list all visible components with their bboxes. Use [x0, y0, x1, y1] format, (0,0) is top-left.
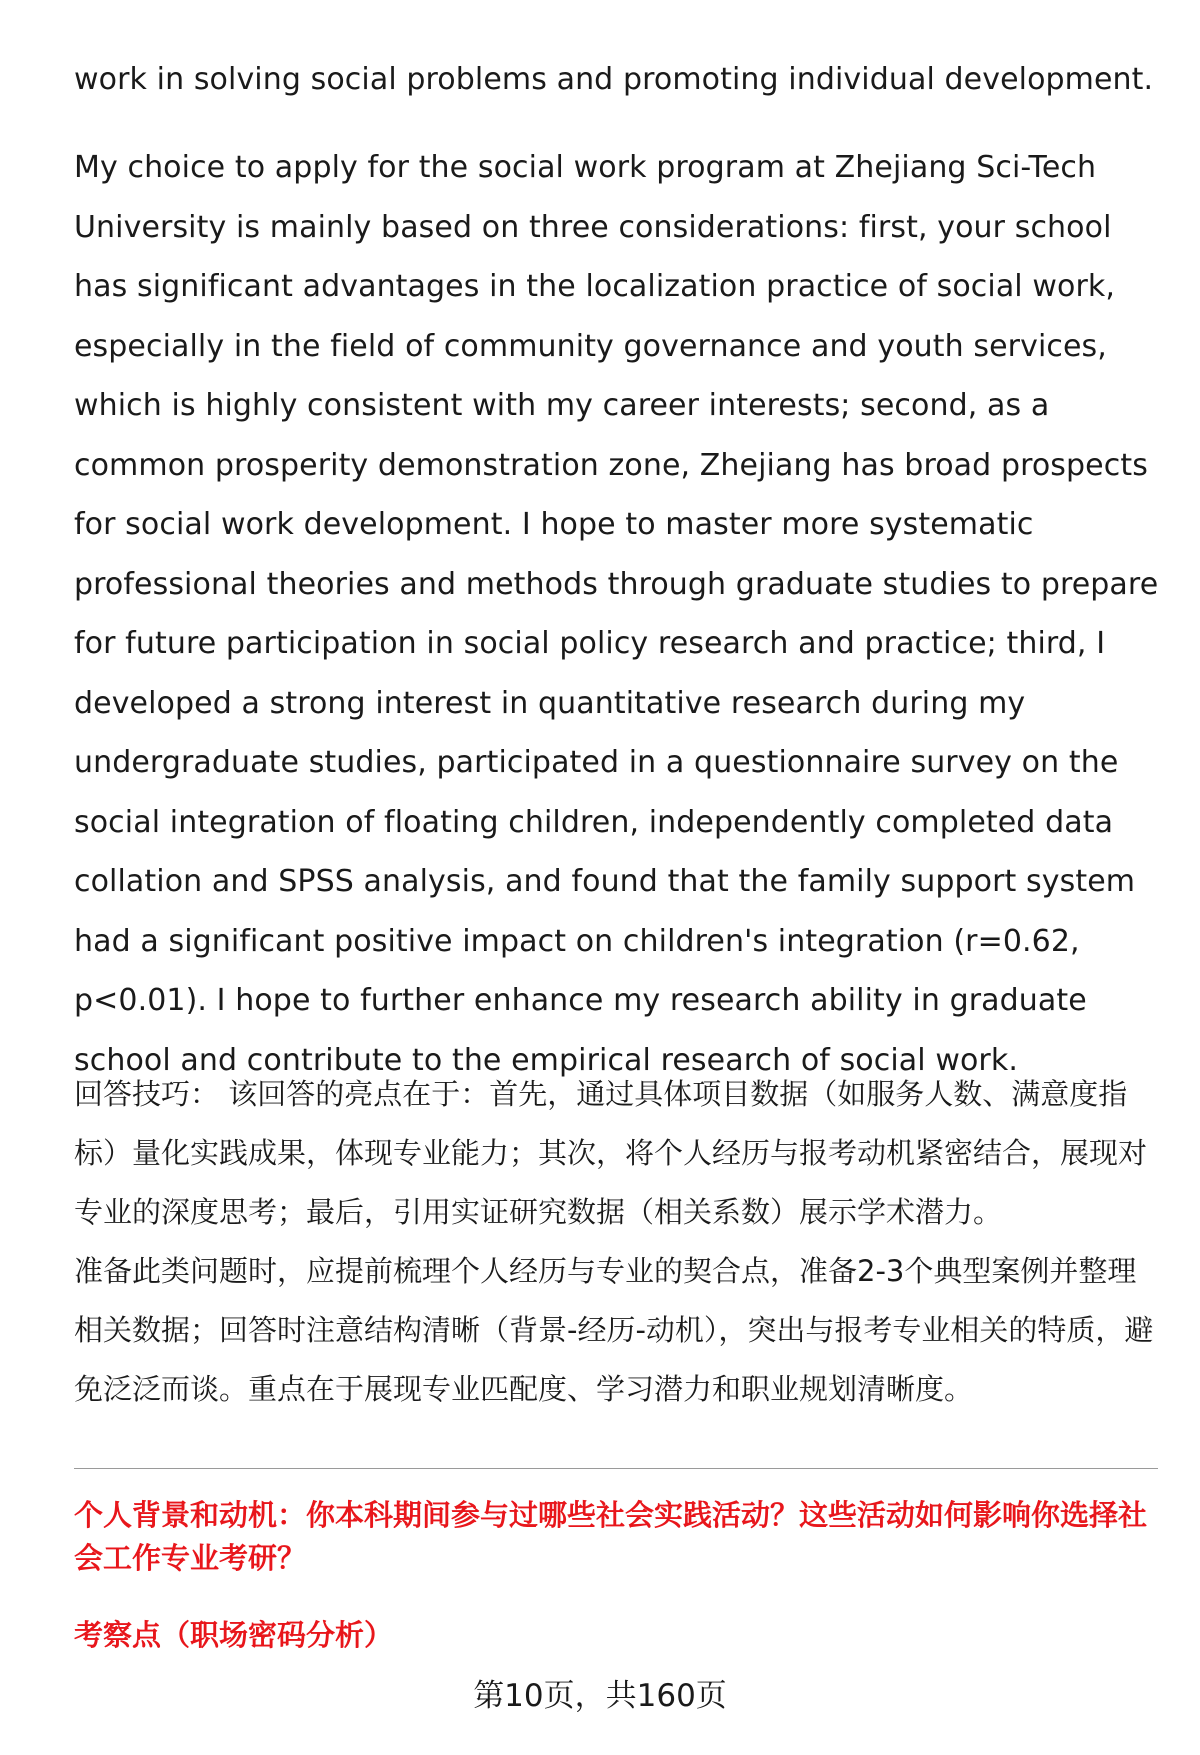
document-page — [74, 0, 1158, 1755]
answer-tips — [74, 1065, 1164, 1242]
question-heading: 个人背景和动机：你本科期间参与过哪些社会实践活动？这些活动如何影响你选择社会工作专业考研？ — [74, 1498, 1148, 1575]
page-indicator: 第10页，共160页 — [473, 1678, 727, 1714]
tips-label: 回答技巧： — [74, 1077, 220, 1111]
section-divider — [74, 1468, 1158, 1469]
continued-paragraph: work in solving social problems and promoting individual development. — [74, 62, 1154, 97]
preparation-advice: 准备此类问题时，应提前梳理个人经历与专业的契合点，准备2-3个典型案例并整理相关数据；回答时注意结构清晰（背景-经历-动机），突出与报考专业相关的特质，避免泛泛而谈。重点在于展现专业匹配度、学习潜力和职业规划清晰度。 — [74, 1254, 1154, 1406]
answer-paragraph: My choice to apply for the social work program at Zhejiang Sci-Tech University is mainly based on three considerations: first, your school has significant advantages in the localization practice of social work, especially in the field of community governance and youth services, which is highly consistent with my career interests; second, as a common prosperity demonstration zone, Zhejiang has broad prospects for social work development. I hope to master more systematic professional theories and methods through graduate studies to prepare for future participation in social policy research and practice; third, I developed a strong interest in quantitative research during my undergraduate studies, participated in a questionnaire survey on the social integration of floating children, independently completed data collation and SPSS analysis, and found that the family support system had a significant positive impact on children's integration (r=0.62, p<0.01). I hope to further enhance my research ability in graduate school and contribute to the empirical research of social work. — [74, 150, 1159, 1078]
tips-text: 该回答的亮点在于：首先，通过具体项目数据（如服务人数、满意度指标）量化实践成果，体现专业能力；其次，将个人经历与报考动机紧密结合，展现对专业的深度思考；最后，引用实证研究数据（相关系数）展示学术潜力。 — [74, 1077, 1148, 1229]
assessment-subheading: 考察点（职场密码分析） — [74, 1618, 394, 1652]
